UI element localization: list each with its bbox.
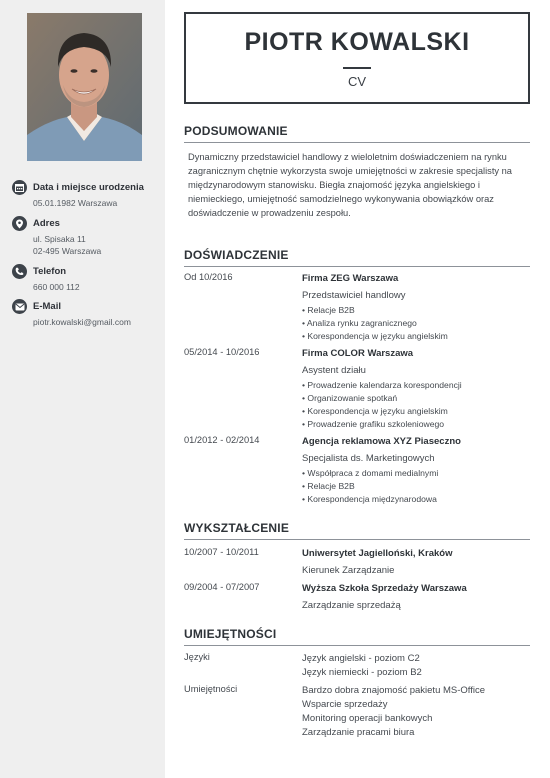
section-title-education: WYKSZTAŁCENIE [184,521,530,540]
contact-item-line: 02-495 Warszawa [33,246,102,256]
section-title-skills: UMIEJĘTNOŚCI [184,627,530,646]
skill-item: Zarządzanie pracami biura [302,727,415,738]
education-date: 10/2007 - 10/2011 [184,547,259,557]
experience-company: Agencja reklamowa XYZ Piaseczno [302,436,461,447]
skill-values [302,684,532,740]
education-details [302,547,532,577]
experience-duty: • Korespondencja w języku angielskim [302,405,532,418]
contact-item-header [12,180,162,195]
education-school: Wyższa Szkoła Sprzedaży Warszawa [302,583,467,594]
education-date: 09/2004 - 07/2007 [184,582,260,592]
summary-text: Dynamiczny przedstawiciel handlowy z wieloletnim doświadczeniem na rynku zagranicznym chętnie wykorzysta swoje umiejętności w zakresie specjalisty na międzynarodowym stanowisku. Biegła znajomość języka angielskiego i niemieckiego, umiejętność samodzielnego wykonywania obowiązków oraz doświadczenie w prowadzeniu zespołu. [188,152,512,218]
education-field: Zarządzanie sprzedażą [302,600,401,611]
contact-item-value [33,233,162,257]
contact-item [12,216,162,257]
experience-duty: • Współpraca z domami medialnymi [302,467,532,480]
experience-company: Firma COLOR Warszawa [302,348,414,359]
experience-duty: • Analiza rynku zagranicznego [302,317,532,330]
contact-item-line: 05.01.1982 Warszawa [33,198,118,208]
experience-details [302,347,532,431]
profile-photo [27,13,142,161]
name-header [184,12,530,104]
calendar-icon [12,180,27,195]
name-divider [343,67,371,69]
experience-duty: • Korespondencja międzynarodowa [302,493,532,506]
experience-duty: • Prowadzenie kalendarza korespondencji [302,379,532,392]
contact-item-header [12,299,162,314]
experience-details [302,272,532,343]
phone-icon [12,264,27,279]
experience-duty: • Korespondencja w języku angielskim [302,330,532,343]
experience-duties [302,467,532,506]
skill-item: Język angielski - poziom C2 [302,653,420,664]
contact-item-line: piotr.kowalski@gmail.com [33,317,131,327]
experience-role: Przedstawiciel handlowy [302,290,406,301]
section-title-experience: DOŚWIADCZENIE [184,248,530,267]
contact-item-line: ul. Spisaka 11 [33,234,86,244]
skill-item: Język niemiecki - poziom B2 [302,667,422,678]
skill-category: Umiejętności [184,684,238,694]
contact-item-label: Adres [33,218,60,229]
section-title-summary: PODSUMOWANIE [184,124,530,143]
experience-duty: • Relacje B2B [302,480,532,493]
skill-item: Wsparcie sprzedaży [302,699,388,710]
contact-item [12,180,162,209]
contact-item-header [12,216,162,231]
experience-role: Asystent działu [302,365,366,376]
contact-item-value [33,316,162,328]
contact-item-value [33,197,162,209]
contact-item-header [12,264,162,279]
contact-item-label: Data i miejsce urodzenia [33,182,144,193]
skill-item: Monitoring operacji bankowych [302,713,433,724]
education-school: Uniwersytet Jagielloński, Kraków [302,548,453,559]
contact-item-value [33,281,162,293]
skill-values [302,652,532,680]
contact-item-label: Telefon [33,266,67,277]
experience-company: Firma ZEG Warszawa [302,273,399,284]
document-subtitle: CV [347,74,367,89]
experience-date: 05/2014 - 10/2016 [184,347,260,357]
contact-item-line: 660 000 112 [33,282,80,292]
experience-date: Od 10/2016 [184,272,233,282]
skill-category: Języki [184,652,210,662]
contact-item [12,299,162,328]
contact-item-label: E-Mail [33,301,61,312]
experience-duties [302,379,532,431]
experience-duties [302,304,532,343]
experience-details [302,435,532,506]
experience-role: Specjalista ds. Marketingowych [302,453,435,464]
experience-duty: • Prowadzenie grafiku szkoleniowego [302,418,532,431]
experience-duty: • Organizowanie spotkań [302,392,532,405]
envelope-icon [12,299,27,314]
contact-item [12,264,162,293]
skill-item: Bardzo dobra znajomość pakietu MS-Office [302,685,486,696]
location-pin-icon [12,216,27,231]
sidebar [0,0,165,778]
experience-duty: • Relacje B2B [302,304,532,317]
person-name: PIOTR KOWALSKI [244,28,470,56]
education-field: Kierunek Zarządzanie [302,565,395,576]
experience-date: 01/2012 - 02/2014 [184,435,260,445]
education-details [302,582,532,612]
